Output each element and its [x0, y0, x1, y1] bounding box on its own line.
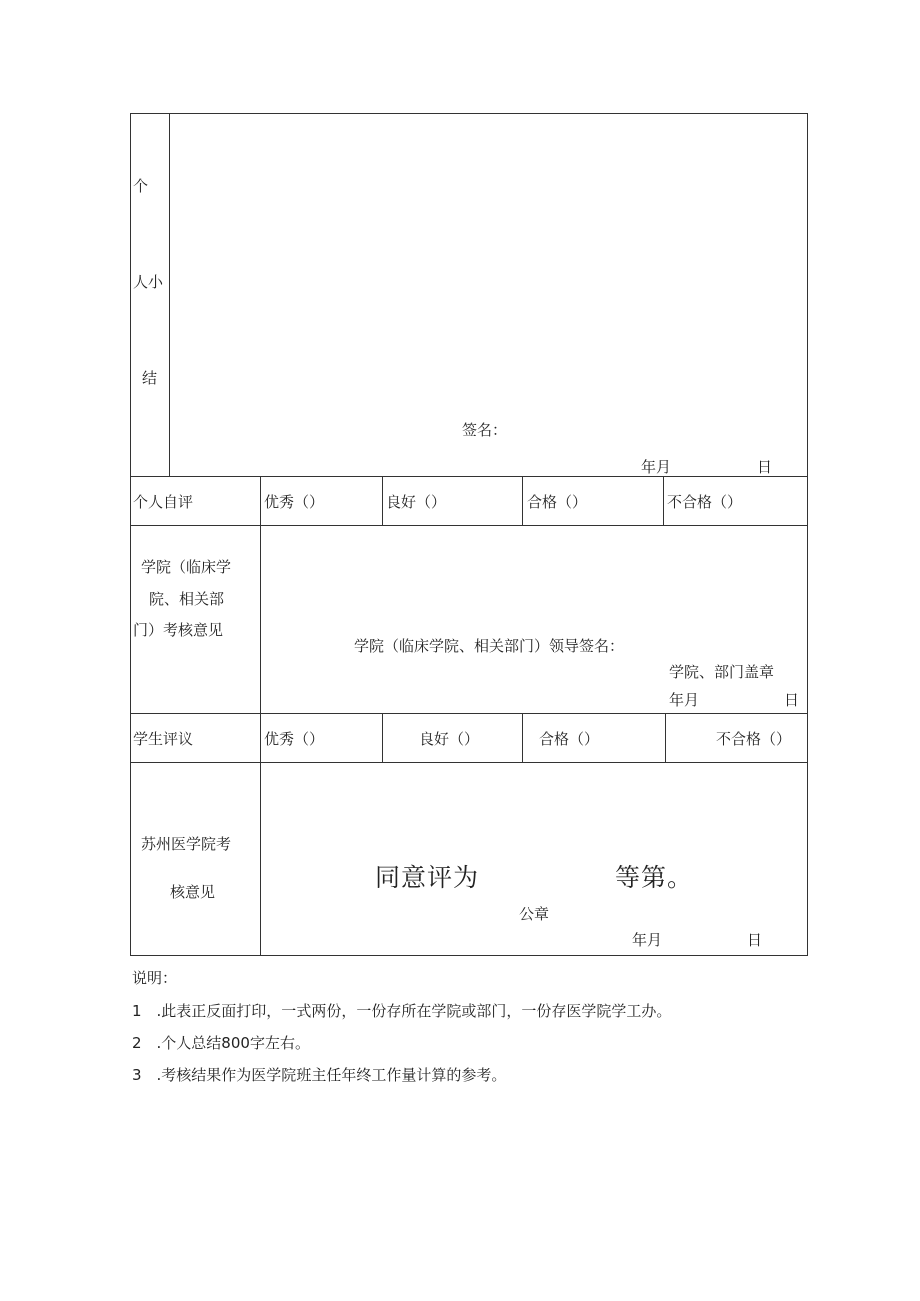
self-eval-option-excellent[interactable]: 优秀（）	[264, 493, 325, 511]
college-label-line-1: 学院（临床学	[141, 558, 232, 576]
summary-date-day: 日	[757, 458, 773, 476]
college-leader-signature: 学院（临床学院、相关部门）领导签名：	[354, 637, 625, 655]
college-label-line-2: 院、相关部	[149, 590, 225, 608]
col-divider	[663, 476, 664, 526]
notes-item-1: 1 .此表正反面打印，一式两份，一份存所在学院或部门，一份存医学院学工办。	[132, 1002, 672, 1020]
summary-label-char-3: 结	[142, 369, 158, 387]
table-border-left	[130, 113, 131, 956]
table-border-right	[807, 113, 808, 956]
col-divider	[522, 713, 523, 763]
col-divider	[382, 713, 383, 763]
col-divider	[382, 476, 383, 526]
suzhou-label-line-1: 苏州医学院考	[141, 835, 232, 853]
summary-label-char-2: 人小	[133, 273, 164, 291]
college-label-line-3: 门）考核意见	[133, 621, 224, 639]
suzhou-date-year-month: 年月	[632, 931, 663, 949]
col-divider	[260, 476, 261, 956]
student-review-option-excellent[interactable]: 优秀（）	[264, 730, 325, 748]
summary-signature-label: 签名：	[462, 421, 508, 439]
self-eval-option-good[interactable]: 良好（）	[386, 493, 447, 511]
college-date-day: 日	[784, 691, 800, 709]
suzhou-date-day: 日	[747, 931, 763, 949]
self-eval-label: 个人自评	[133, 493, 194, 511]
self-eval-option-fail[interactable]: 不合格（）	[667, 493, 743, 511]
row-divider	[130, 762, 808, 763]
suzhou-grade-text: 等第。	[615, 863, 694, 892]
row-divider	[130, 525, 808, 526]
row-divider	[130, 476, 808, 477]
suzhou-seal: 公章	[519, 905, 550, 923]
table-border-top	[130, 113, 808, 114]
summary-date-year-month: 年月	[641, 458, 672, 476]
college-date-year-month: 年月	[669, 691, 700, 709]
suzhou-agree-text: 同意评为	[375, 863, 480, 892]
table-border-bottom	[130, 955, 808, 956]
notes-title: 说明：	[132, 969, 178, 987]
row-divider	[130, 713, 808, 714]
col-divider	[169, 113, 170, 477]
student-review-option-fail[interactable]: 不合格（）	[716, 730, 792, 748]
suzhou-label-line-2: 核意见	[170, 883, 216, 901]
notes-item-2: 2 .个人总结800字左右。	[132, 1034, 310, 1052]
col-divider	[522, 476, 523, 526]
notes-item-3: 3 .考核结果作为医学院班主任年终工作量计算的参考。	[132, 1066, 507, 1084]
summary-label-char-1: 个	[133, 177, 149, 195]
student-review-option-pass[interactable]: 合格（）	[539, 730, 600, 748]
college-seal: 学院、部门盖章	[669, 663, 775, 681]
self-eval-option-pass[interactable]: 合格（）	[527, 493, 588, 511]
student-review-option-good[interactable]: 良好（）	[419, 730, 480, 748]
col-divider	[665, 713, 666, 763]
student-review-label: 学生评议	[133, 730, 194, 748]
